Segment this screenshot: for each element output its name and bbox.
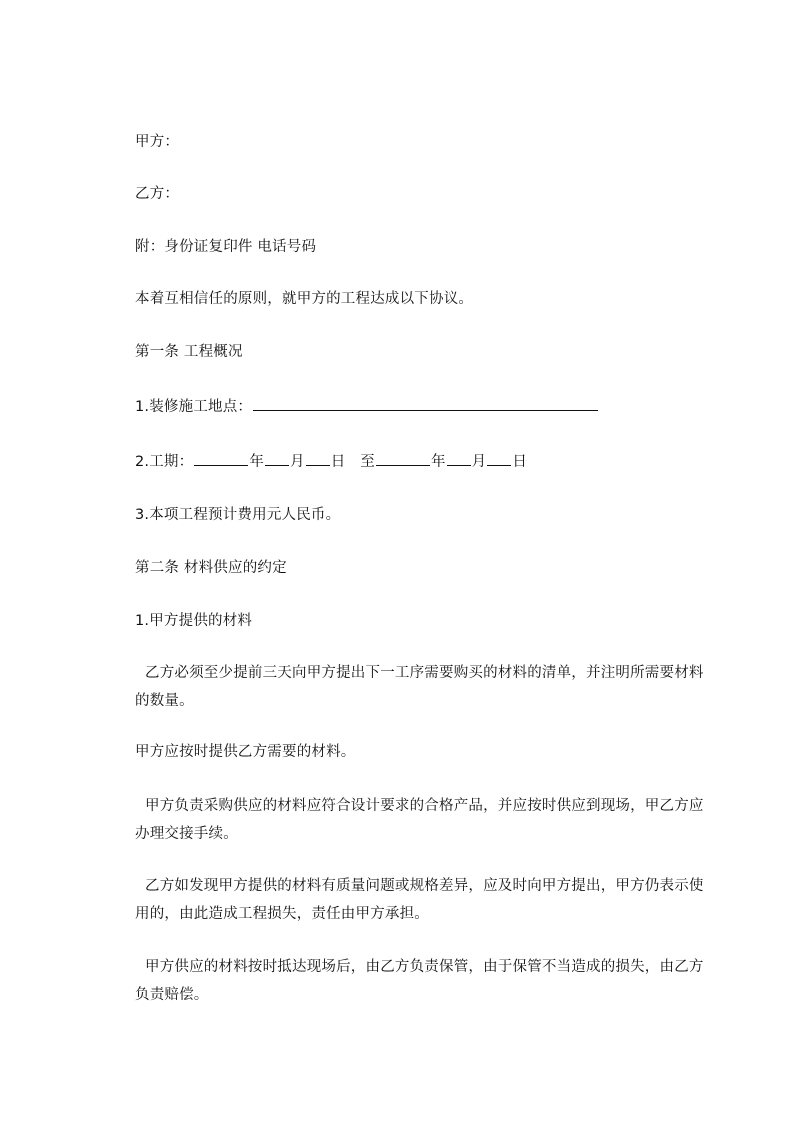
start-month-unit: 月 [290,454,305,470]
estimated-cost: 3.本项工程预计费用元人民币。 [135,507,341,523]
clause-paragraph: 乙方必须至少提前三天向甲方提出下一工序需要购买的材料的清单，并注明所需要材料的数量。 [135,665,704,709]
end-year-unit: 年 [430,454,446,470]
end-day-blank [487,451,511,466]
article-1-title: 第一条 工程概况 [135,344,243,360]
start-year-unit: 年 [249,454,265,470]
start-year-blank [194,451,248,466]
article-2-title: 第二条 材料供应的约定 [135,560,287,576]
clause-paragraph: 乙方如发现甲方提供的材料有质量问题或规格差异，应及时向甲方提出，甲方仍表示使用的，由此造成工程损失，责任由甲方承担。 [135,878,704,922]
end-month-unit: 月 [471,454,487,470]
start-day-blank [306,451,330,466]
end-year-blank [376,451,430,466]
end-month-blank [447,451,471,466]
party-b-label: 乙方： [135,186,180,202]
duration-line [135,451,527,472]
site-location-line [135,396,599,417]
clause-paragraph: 甲方应按时提供乙方需要的材料。 [135,744,356,760]
party-a-label: 甲方： [135,134,180,150]
clause-paragraph: 甲方供应的材料按时抵达现场后，由乙方负责保管，由于保管不当造成的损失，由乙方负责赔偿。 [135,959,704,1003]
start-month-blank [265,451,289,466]
attachment-line: 附：身份证复印件 电话号码 [135,239,317,255]
duration-to: 至 [360,454,375,470]
site-location-blank [253,396,598,411]
end-day-unit: 日 [512,454,528,470]
preamble: 本着互相信任的原则，就甲方的工程达成以下协议。 [135,291,474,307]
site-location-label: 1.装修施工地点： [135,399,253,415]
clause-paragraph: 甲方负责采购供应的材料应符合设计要求的合格产品，并应按时供应到现场，甲乙方应办理交接手续。 [135,798,704,842]
party-a-materials-title: 1.甲方提供的材料 [135,613,253,629]
duration-label: 2.工期： [135,454,194,470]
start-day-unit: 日 [330,454,346,470]
